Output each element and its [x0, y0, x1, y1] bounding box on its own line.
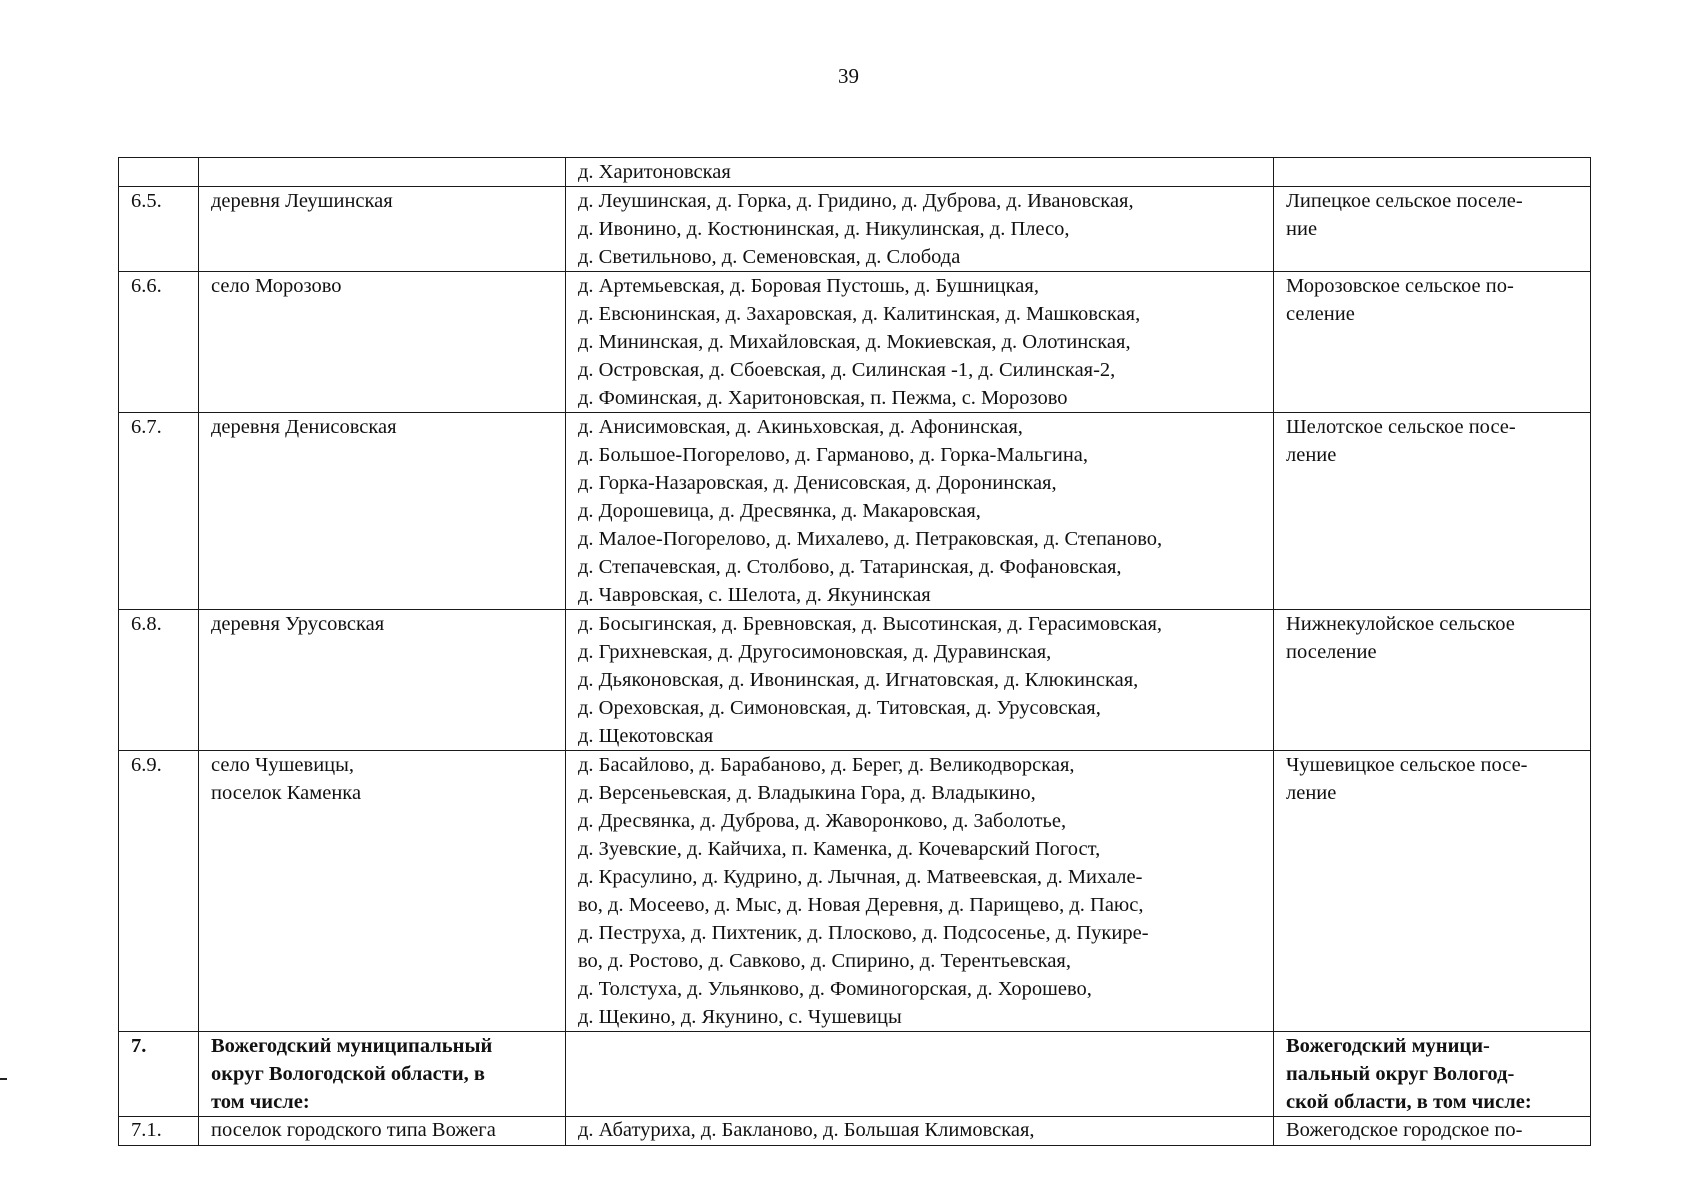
locality-center-cell — [199, 751, 566, 1032]
row-number-cell — [119, 751, 199, 1032]
settlement-line: Вожегодский муници- — [1286, 1035, 1490, 1057]
table-row — [119, 751, 1591, 1032]
localities-list-line: д. Малое-Погорелово, д. Михалево, д. Петраковская, д. Степаново, — [578, 528, 1163, 550]
localities-list-line: д. Горка-Назаровская, д. Денисовская, д. Доронинская, — [578, 472, 1057, 494]
table-row — [119, 413, 1591, 610]
row-number-cell — [119, 272, 199, 413]
settlement-cell — [1274, 158, 1591, 187]
locality-center-line: поселок городского типа Вожега — [211, 1119, 496, 1141]
localities-list-line: д. Фоминская, д. Харитоновская, п. Пежма, с. Морозово — [578, 387, 1068, 409]
localities-list-line: д. Мининская, д. Михайловская, д. Мокиевская, д. Олотинская, — [578, 331, 1131, 353]
localities-list-line: д. Анисимовская, д. Акиньховская, д. Афонинская, — [578, 416, 1023, 438]
locality-center-line: деревня Денисовская — [211, 416, 397, 438]
localities-list-line: д. Зуевские, д. Кайчиха, п. Каменка, д. Кочеварский Погост, — [578, 838, 1101, 860]
settlement-line: поселение — [1286, 641, 1377, 663]
row-number-cell — [119, 1032, 199, 1117]
row-number-cell — [119, 187, 199, 272]
settlement-line: Нижнекулойское сельское — [1286, 613, 1515, 635]
settlement-line: пальный округ Вологод- — [1286, 1063, 1515, 1085]
row-number: 7.1. — [131, 1119, 162, 1141]
localities-list-line: д. Босыгинская, д. Бревновская, д. Высотинская, д. Герасимовская, — [578, 613, 1163, 635]
row-number-cell — [119, 413, 199, 610]
table-row — [119, 187, 1591, 272]
table-row — [119, 610, 1591, 751]
locality-center-line: округ Вологодской области, в — [211, 1063, 485, 1085]
localities-list-line: д. Большое-Погорелово, д. Гарманово, д. Горка-Мальгина, — [578, 444, 1089, 466]
locality-center-line: деревня Леушинская — [211, 190, 393, 212]
localities-list-line: д. Пеструха, д. Пихтеник, д. Плосково, д. Подсосенье, д. Пукире- — [578, 922, 1149, 944]
settlements-table — [118, 157, 1591, 1146]
row-number: 6.5. — [131, 190, 162, 212]
localities-list-cell — [566, 1117, 1274, 1146]
settlement-line: Чушевицкое сельское посе- — [1286, 754, 1528, 776]
localities-list-line: д. Абатуриха, д. Бакланово, д. Большая Климовская, — [578, 1119, 1035, 1141]
settlement-cell — [1274, 272, 1591, 413]
localities-list-line: д. Грихневская, д. Другосимоновская, д. Дуравинская, — [578, 641, 1052, 663]
localities-list-line: д. Щекотовская — [578, 725, 714, 747]
locality-center-cell — [199, 1032, 566, 1117]
locality-center-cell — [199, 1117, 566, 1146]
locality-center-line: село Морозово — [211, 275, 342, 297]
localities-list-line: д. Харитоновская — [578, 161, 731, 183]
locality-center-cell — [199, 272, 566, 413]
localities-list-cell — [566, 272, 1274, 413]
settlement-line: Шелотское сельское посе- — [1286, 416, 1516, 438]
settlement-cell — [1274, 751, 1591, 1032]
localities-list-line: д. Леушинская, д. Горка, д. Гридино, д. Дуброва, д. Ивановская, — [578, 190, 1134, 212]
settlement-line: ление — [1286, 444, 1337, 466]
locality-center-cell — [199, 158, 566, 187]
localities-list-line: д. Евсюнинская, д. Захаровская, д. Калитинская, д. Машковская, — [578, 303, 1141, 325]
locality-center-cell — [199, 610, 566, 751]
locality-center-line: село Чушевицы, — [211, 754, 355, 776]
localities-list-line: д. Дорошевица, д. Дресвянка, д. Макаровская, — [578, 500, 981, 522]
row-number: 6.7. — [131, 416, 162, 438]
page-number: 39 — [838, 64, 859, 88]
table-row — [119, 272, 1591, 413]
locality-center-line: деревня Урусовская — [211, 613, 385, 635]
settlement-line: ние — [1286, 218, 1318, 240]
localities-list-cell — [566, 158, 1274, 187]
localities-list-line: д. Чавровская, с. Шелота, д. Якунинская — [578, 584, 931, 606]
settlement-line: Вожегодское городское по- — [1286, 1119, 1523, 1141]
row-number: 6.8. — [131, 613, 162, 635]
row-number: 6.6. — [131, 275, 162, 297]
locality-center-cell — [199, 413, 566, 610]
table-row — [119, 1117, 1591, 1146]
row-number-cell — [119, 610, 199, 751]
localities-list-cell — [566, 610, 1274, 751]
localities-list-line: д. Басайлово, д. Барабаново, д. Берег, д. Великодворская, — [578, 754, 1075, 776]
localities-list-line: д. Ореховская, д. Симоновская, д. Титовская, д. Урусовская, — [578, 697, 1101, 719]
localities-list-line: д. Щекино, д. Якунино, с. Чушевицы — [578, 1006, 902, 1028]
localities-list-line: д. Дресвянка, д. Дуброва, д. Жаворонково, д. Заболотье, — [578, 810, 1067, 832]
localities-list-line: д. Артемьевская, д. Боровая Пустошь, д. Бушницкая, — [578, 275, 1039, 297]
localities-list-cell — [566, 751, 1274, 1032]
row-number: 6.9. — [131, 754, 162, 776]
settlement-cell — [1274, 1117, 1591, 1146]
locality-center-cell — [199, 187, 566, 272]
localities-list-line: д. Островская, д. Сбоевская, д. Силинская -1, д. Силинская-2, — [578, 359, 1116, 381]
localities-list-cell — [566, 413, 1274, 610]
settlement-line: Липецкое сельское поселе- — [1286, 190, 1523, 212]
settlement-line: ление — [1286, 782, 1337, 804]
settlement-line: ской области, в том числе: — [1286, 1091, 1532, 1113]
table-body — [119, 158, 1591, 1146]
row-number: 7. — [131, 1035, 147, 1057]
settlement-cell — [1274, 187, 1591, 272]
margin-mark — [0, 1078, 7, 1080]
localities-list-cell — [566, 1032, 1274, 1117]
localities-list-line: д. Степачевская, д. Столбово, д. Татаринская, д. Фофановская, — [578, 556, 1122, 578]
settlement-cell — [1274, 610, 1591, 751]
localities-list-line: д. Дьяконовская, д. Ивонинская, д. Игнатовская, д. Клюкинская, — [578, 669, 1139, 691]
settlement-cell — [1274, 413, 1591, 610]
settlement-line: селение — [1286, 303, 1355, 325]
localities-list-line: д. Светильново, д. Семеновская, д. Слобода — [578, 246, 961, 268]
localities-list-line: д. Версеньевская, д. Владыкина Гора, д. Владыкино, — [578, 782, 1036, 804]
localities-list-line: д. Красулино, д. Кудрино, д. Лычная, д. Матвеевская, д. Михале- — [578, 866, 1143, 888]
settlement-line: Морозовское сельское по- — [1286, 275, 1514, 297]
localities-list-line: во, д. Мосеево, д. Мыс, д. Новая Деревня, д. Парищево, д. Паюс, — [578, 894, 1144, 916]
localities-list-cell — [566, 187, 1274, 272]
locality-center-line: Вожегодский муниципальный — [211, 1035, 493, 1057]
localities-list-line: д. Толстуха, д. Ульянково, д. Фоминогорская, д. Хорошево, — [578, 978, 1092, 1000]
row-number-cell — [119, 158, 199, 187]
row-number-cell — [119, 1117, 199, 1146]
settlement-cell — [1274, 1032, 1591, 1117]
locality-center-line: поселок Каменка — [211, 782, 362, 804]
localities-list-line: д. Ивонино, д. Костюнинская, д. Никулинская, д. Плесо, — [578, 218, 1070, 240]
localities-list-line: во, д. Ростово, д. Савково, д. Спирино, д. Терентьевская, — [578, 950, 1071, 972]
table-row — [119, 158, 1591, 187]
table-row — [119, 1032, 1591, 1117]
locality-center-line: том числе: — [211, 1091, 310, 1113]
